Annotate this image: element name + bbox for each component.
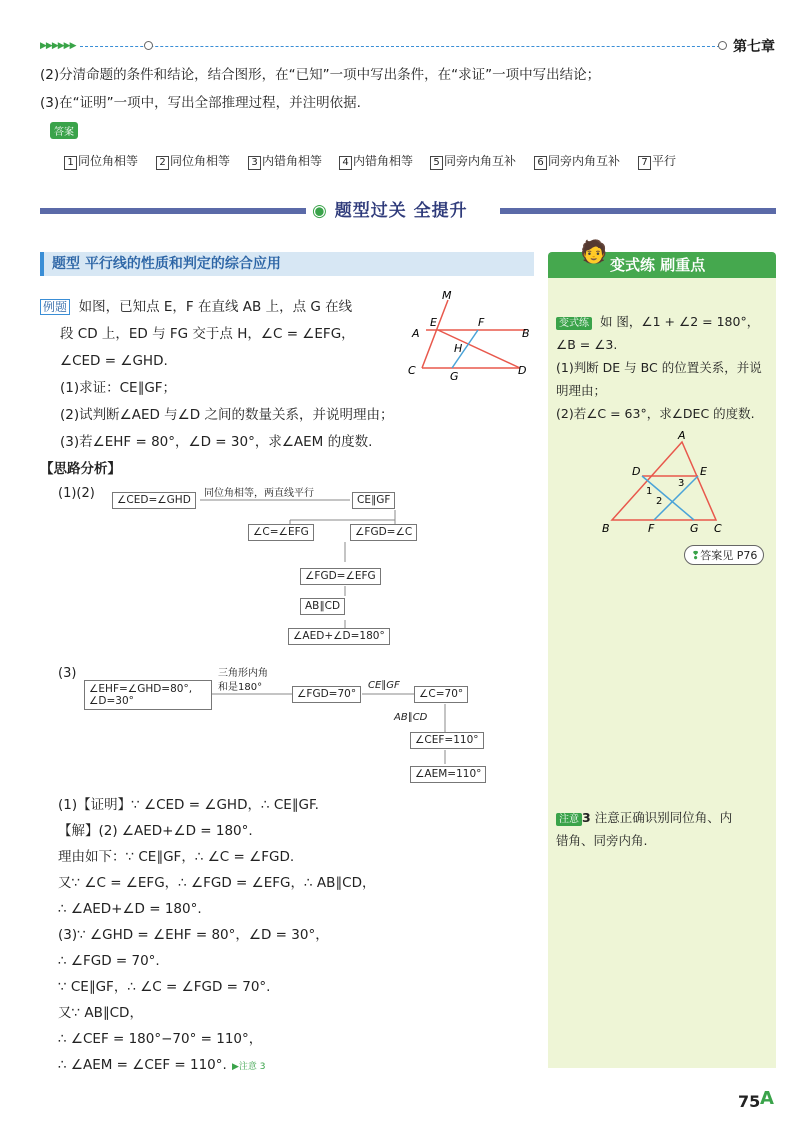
label-F: F bbox=[478, 316, 485, 329]
solution-line-1: (1)【证明】∵ ∠CED = ∠GHD，∴ CE∥GF. bbox=[58, 797, 319, 813]
header-arrows: ▶▶▶▶▶▶ bbox=[40, 41, 76, 51]
header-dot-left bbox=[144, 41, 153, 50]
bulb-icon: ❢ bbox=[691, 549, 701, 562]
note-reference: ▶注意 3 bbox=[232, 1062, 266, 1072]
flow12-box-2: CE∥GF bbox=[352, 492, 395, 509]
banner-globe-icon: ◉ bbox=[312, 201, 328, 221]
example-line-6: (3)若∠EHF = 80°，∠D = 30°，求∠AEM 的度数. bbox=[60, 434, 373, 450]
solution-line-8: ∵ CE∥GF，∴ ∠C = ∠FGD = 70°. bbox=[58, 979, 271, 995]
solution-line-9: 又∵ AB∥CD， bbox=[58, 1005, 143, 1021]
topic-title: 题型 平行线的性质和判定的综合应用 bbox=[52, 256, 281, 272]
flow3-arrow-label-1b: 和是180° bbox=[218, 682, 263, 693]
flow3-prefix: (3) bbox=[58, 666, 77, 681]
label-M: M bbox=[442, 290, 452, 302]
parallel-lines-figure bbox=[408, 290, 536, 382]
solution-line-6: (3)∵ ∠GHD = ∠EHF = 80°，∠D = 30°， bbox=[58, 927, 329, 943]
solution-line-5: ∴ ∠AED+∠D = 180°. bbox=[58, 901, 202, 917]
label-A: A bbox=[412, 327, 420, 340]
label-D: D bbox=[518, 364, 527, 377]
page-number: 75 bbox=[738, 1092, 761, 1111]
answer-item-3: 3 内错角相等 bbox=[248, 152, 322, 170]
sidebar-line-1: 变式练 如 图，∠1 + ∠2 = 180°， bbox=[556, 310, 759, 335]
intro-line-2: (3)在“证明”一项中，写出全部推理过程，并注明依据. bbox=[40, 95, 361, 111]
solution-line-3: 理由如下：∵ CE∥GF，∴ ∠C = ∠FGD. bbox=[58, 849, 295, 865]
sidebar-line-5: (2)若∠C = 63°，求∠DEC 的度数. bbox=[556, 406, 755, 421]
example-line-5: (2)试判断∠AED 与∠D 之间的数量关系，并说明理由； bbox=[60, 407, 394, 423]
banner-rule-left bbox=[40, 208, 310, 214]
label-2: 2 bbox=[656, 496, 663, 507]
flow3-box-4: ∠CEF=110° bbox=[410, 732, 484, 749]
triangle-figure bbox=[590, 428, 730, 538]
sidebar-line-2: ∠B = ∠3. bbox=[556, 337, 618, 352]
flow3-arrow-label-1a: 三角形内角 bbox=[218, 668, 268, 679]
flow12-arrow-label: 同位角相等，两直线平行 bbox=[204, 488, 314, 499]
topic-bar bbox=[40, 252, 534, 276]
sidebar-header: 变式练 刷重点 bbox=[548, 252, 776, 278]
label-1: 1 bbox=[646, 486, 653, 497]
flow3-arrow-label-2: CE∥GF bbox=[368, 680, 400, 691]
answer-item-2: 2 同位角相等 bbox=[156, 152, 230, 170]
flow3-box-5: ∠AEM=110° bbox=[410, 766, 486, 783]
example-line-2: 段 CD 上，ED 与 FG 交于点 H，∠C = ∠EFG， bbox=[60, 326, 355, 342]
flow12-box-3: ∠C=∠EFG bbox=[248, 524, 314, 541]
label-E: E bbox=[430, 316, 437, 329]
page-logo-icon: A bbox=[760, 1088, 774, 1109]
banner-rule-right bbox=[500, 208, 776, 214]
intro-line-1: (2)分清命题的条件和结论，结合图形，在“已知”一项中写出条件，在“求证”一项中写出结论； bbox=[40, 67, 601, 83]
solution-line-10: ∴ ∠CEF = 180°−70° = 110°， bbox=[58, 1031, 263, 1047]
flow12-box-4: ∠FGD=∠C bbox=[350, 524, 417, 541]
flow3-box-2: ∠FGD=70° bbox=[292, 686, 361, 703]
label-H: H bbox=[454, 342, 463, 355]
label-F: F bbox=[648, 522, 655, 535]
label-A: A bbox=[678, 429, 686, 442]
solution-line-11: ∴ ∠AEM = ∠CEF = 110°. bbox=[58, 1057, 227, 1073]
answer-item-4: 4 内错角相等 bbox=[339, 152, 413, 170]
sidebar-note-line-2: 错角、同旁内角. bbox=[556, 833, 648, 848]
analysis-title: 【思路分析】 bbox=[40, 461, 121, 477]
example-line-1: 例题 如图，已知点 E，F 在直线 AB 上，点 G 在线 bbox=[40, 294, 352, 321]
example-line-3: ∠CED = ∠GHD. bbox=[60, 353, 168, 369]
answer-item-5: 5 同旁内角互补 bbox=[430, 152, 516, 170]
sidebar-line-3: (1)判断 DE 与 BC 的位置关系，并说 bbox=[556, 360, 762, 375]
section-banner-title: ◉ 题型过关 全提升 bbox=[306, 196, 474, 221]
flow3-arrow-label-3: AB∥CD bbox=[394, 712, 428, 723]
header-rule bbox=[80, 46, 720, 47]
label-G: G bbox=[690, 522, 699, 535]
chapter-title: 第七章 bbox=[733, 39, 775, 55]
flow12-box-6: AB∥CD bbox=[300, 598, 345, 615]
label-B: B bbox=[602, 522, 610, 535]
solution-line-4: 又∵ ∠C = ∠EFG，∴ ∠FGD = ∠EFG，∴ AB∥CD， bbox=[58, 875, 376, 891]
flow12-prefix: (1)(2) bbox=[58, 486, 95, 501]
answer-item-1: 1 同位角相等 bbox=[64, 152, 138, 170]
label-C: C bbox=[408, 364, 416, 377]
label-C: C bbox=[714, 522, 722, 535]
label-3: 3 bbox=[678, 478, 685, 489]
label-D: D bbox=[632, 465, 641, 478]
sidebar-note-line-1: 注意 3 注意正确识别同位角、内 bbox=[556, 806, 732, 831]
flow12-box-1: ∠CED=∠GHD bbox=[112, 492, 196, 509]
solution-line-7: ∴ ∠FGD = 70°. bbox=[58, 953, 160, 969]
answer-item-7: 7 平行 bbox=[638, 152, 676, 170]
label-B: B bbox=[522, 327, 530, 340]
flow3-box-3: ∠C=70° bbox=[414, 686, 468, 703]
reading-boy-icon: 🧑 bbox=[580, 240, 608, 265]
answer-reference: ❢答案见 P76 bbox=[684, 545, 764, 565]
flow3-box-1: ∠EHF=∠GHD=80°, ∠D=30° bbox=[84, 680, 212, 710]
solution-line-2: 【解】(2) ∠AED+∠D = 180°. bbox=[58, 823, 253, 839]
answer-item-6: 6 同旁内角互补 bbox=[534, 152, 620, 170]
flow12-box-5: ∠FGD=∠EFG bbox=[300, 568, 381, 585]
label-G: G bbox=[450, 370, 459, 382]
sidebar-line-4: 明理由； bbox=[556, 383, 607, 398]
example-line-4: (1)求证：CE∥GF； bbox=[60, 380, 177, 396]
flow12-box-7: ∠AED+∠D=180° bbox=[288, 628, 390, 645]
label-E: E bbox=[700, 465, 707, 478]
header-dot-right bbox=[718, 41, 727, 50]
answer-badge: 答案 bbox=[50, 122, 78, 139]
